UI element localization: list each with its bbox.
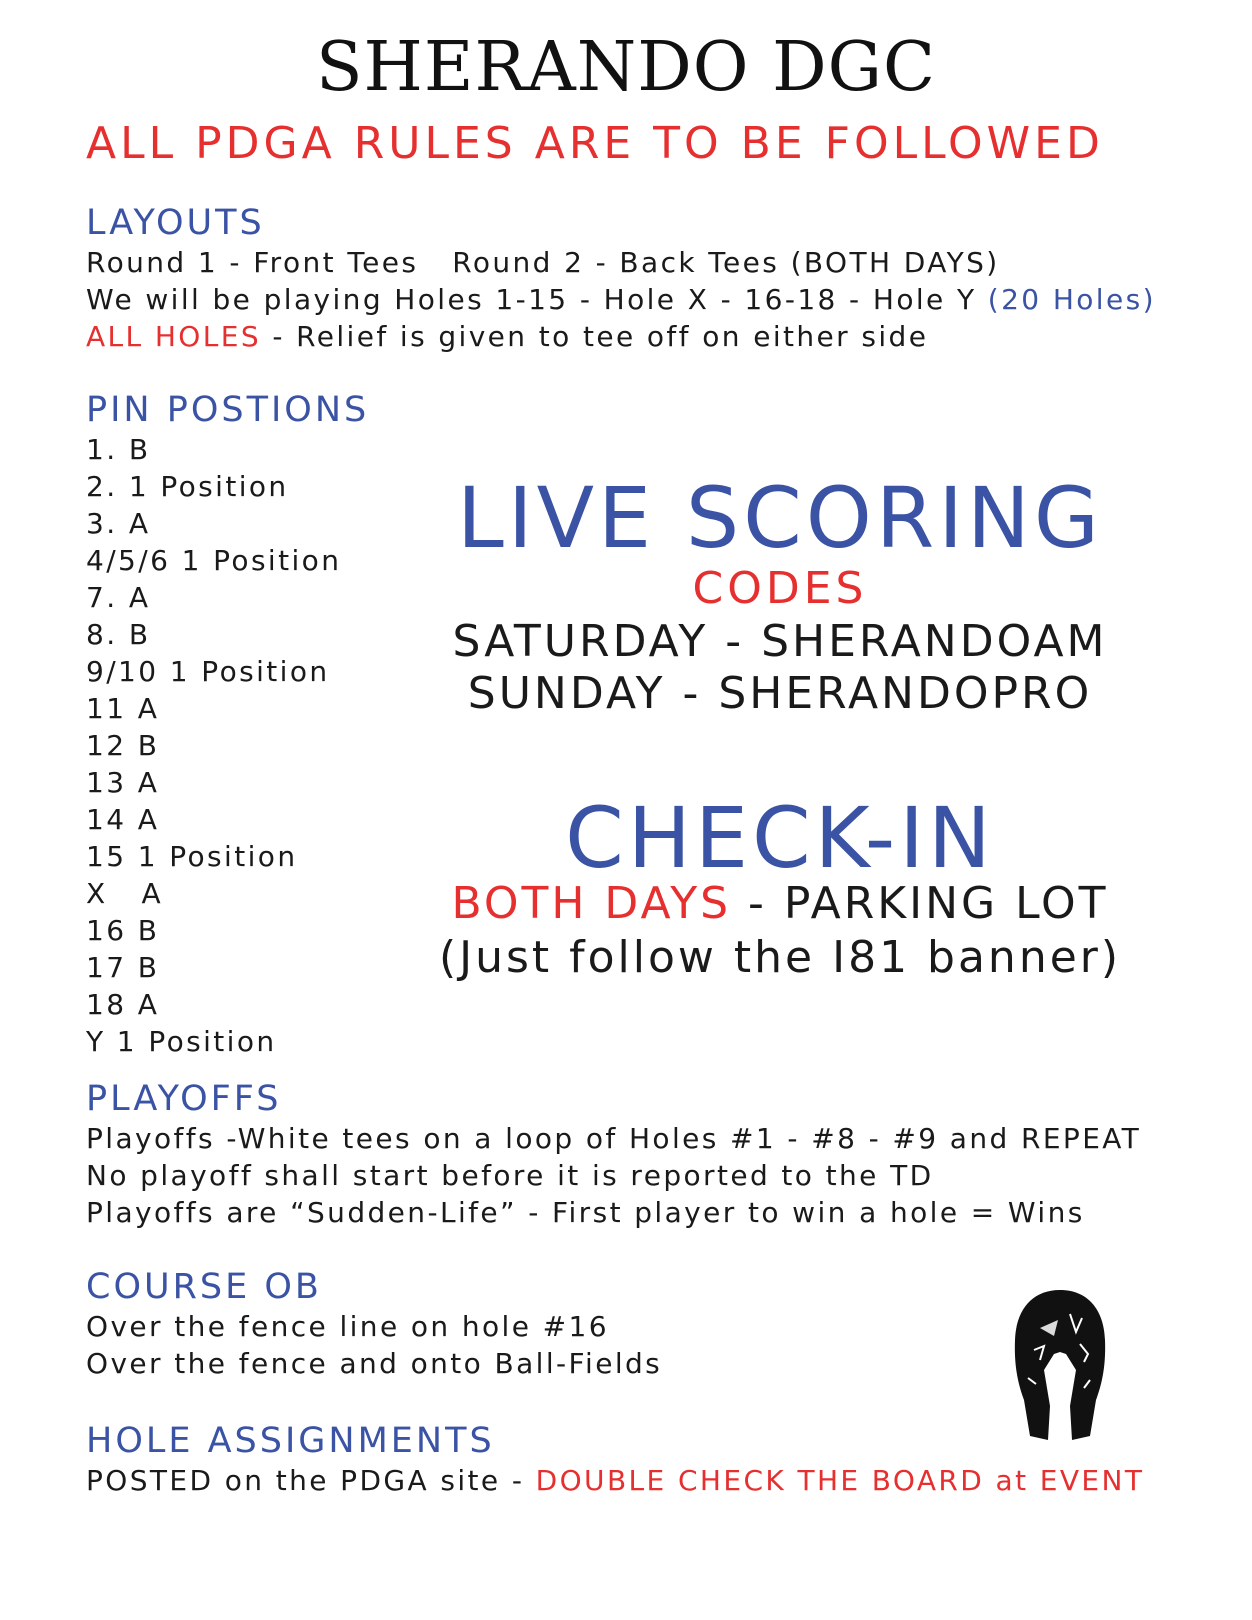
course-ob-section bbox=[86, 1266, 662, 1382]
playoffs-line: Playoffs are “Sudden-Life” - First player to win a hole = Wins bbox=[86, 1196, 1085, 1229]
pin-positions-section bbox=[86, 389, 369, 1060]
hole-assignments-section bbox=[86, 1420, 1144, 1499]
playoffs-line: Playoffs -White tees on a loop of Holes #1 - #8 - #9 and REPEAT bbox=[86, 1122, 1142, 1155]
course-ob-line: Over the fence line on hole #16 bbox=[86, 1310, 609, 1343]
layouts-hole-count: (20 Holes) bbox=[987, 283, 1156, 316]
check-in-note: (Just follow the I81 banner) bbox=[438, 932, 1122, 983]
pin-item: 11 A bbox=[86, 692, 160, 725]
layouts-line-relief bbox=[86, 318, 1156, 355]
pin-item: 2. 1 Position bbox=[86, 470, 289, 503]
check-in-days: BOTH DAYS bbox=[451, 878, 732, 929]
layouts-line-holes bbox=[86, 281, 1156, 318]
course-ob-line: Over the fence and onto Ball-Fields bbox=[86, 1347, 663, 1380]
pin-item: 8. B bbox=[86, 618, 151, 651]
live-scoring-title: LIVE SCORING bbox=[457, 469, 1103, 567]
course-ob-heading: COURSE OB bbox=[86, 1267, 322, 1307]
check-in-place: - PARKING LOT bbox=[731, 878, 1109, 929]
playoffs-heading: PLAYOFFS bbox=[86, 1079, 282, 1119]
playoffs-line: No playoff shall start before it is reported to the TD bbox=[86, 1159, 934, 1192]
pin-positions-list bbox=[86, 431, 369, 1060]
pin-item: 9/10 1 Position bbox=[86, 655, 330, 688]
pin-item: 1. B bbox=[86, 433, 151, 466]
pin-item: 4/5/6 1 Position bbox=[86, 544, 342, 577]
spartan-helmet-icon bbox=[1010, 1288, 1110, 1443]
pin-item: 3. A bbox=[86, 507, 151, 540]
hole-assignments-posted: POSTED on the PDGA site - bbox=[86, 1464, 536, 1497]
pin-item: 16 B bbox=[86, 914, 160, 947]
hole-assignments-line bbox=[86, 1462, 1144, 1499]
page-title: SHERANDO DGC bbox=[315, 28, 937, 107]
pin-item: 15 1 Position bbox=[86, 840, 298, 873]
layouts-line-rounds: Round 1 - Front Tees Round 2 - Back Tees (BOTH DAYS) bbox=[86, 246, 1000, 279]
check-in-title: CHECK-IN bbox=[565, 789, 995, 887]
layouts-holes-text: We will be playing Holes 1-15 - Hole X - 16-18 - Hole Y bbox=[86, 283, 988, 316]
layouts-all-holes: ALL HOLES bbox=[86, 320, 262, 353]
pin-item: 7. A bbox=[86, 581, 151, 614]
layouts-heading: LAYOUTS bbox=[86, 203, 265, 243]
pin-positions-heading: PIN POSTIONS bbox=[86, 390, 370, 430]
pin-item: 14 A bbox=[86, 803, 160, 836]
layouts-section bbox=[86, 202, 1156, 355]
playoffs-section bbox=[86, 1078, 1141, 1231]
pin-item: 12 B bbox=[86, 729, 160, 762]
pin-item: 18 A bbox=[86, 988, 160, 1021]
sunday-code: SUNDAY - SHERANDOPRO bbox=[467, 668, 1093, 719]
hole-assignments-heading: HOLE ASSIGNMENTS bbox=[86, 1421, 495, 1461]
hole-assignments-warning: DOUBLE CHECK THE BOARD at EVENT bbox=[535, 1464, 1145, 1497]
layouts-relief-text: - Relief is given to tee off on either side bbox=[261, 320, 929, 353]
rules-banner: ALL PDGA RULES ARE TO BE FOLLOWED bbox=[86, 118, 1104, 169]
pin-item: 13 A bbox=[86, 766, 160, 799]
pin-item: X A bbox=[86, 877, 164, 910]
live-scoring-codes-label: CODES bbox=[692, 563, 868, 614]
pin-item: 17 B bbox=[86, 951, 160, 984]
check-in-location bbox=[430, 878, 1130, 930]
pin-item: Y 1 Position bbox=[86, 1025, 277, 1058]
saturday-code: SATURDAY - SHERANDOAM bbox=[452, 616, 1108, 667]
